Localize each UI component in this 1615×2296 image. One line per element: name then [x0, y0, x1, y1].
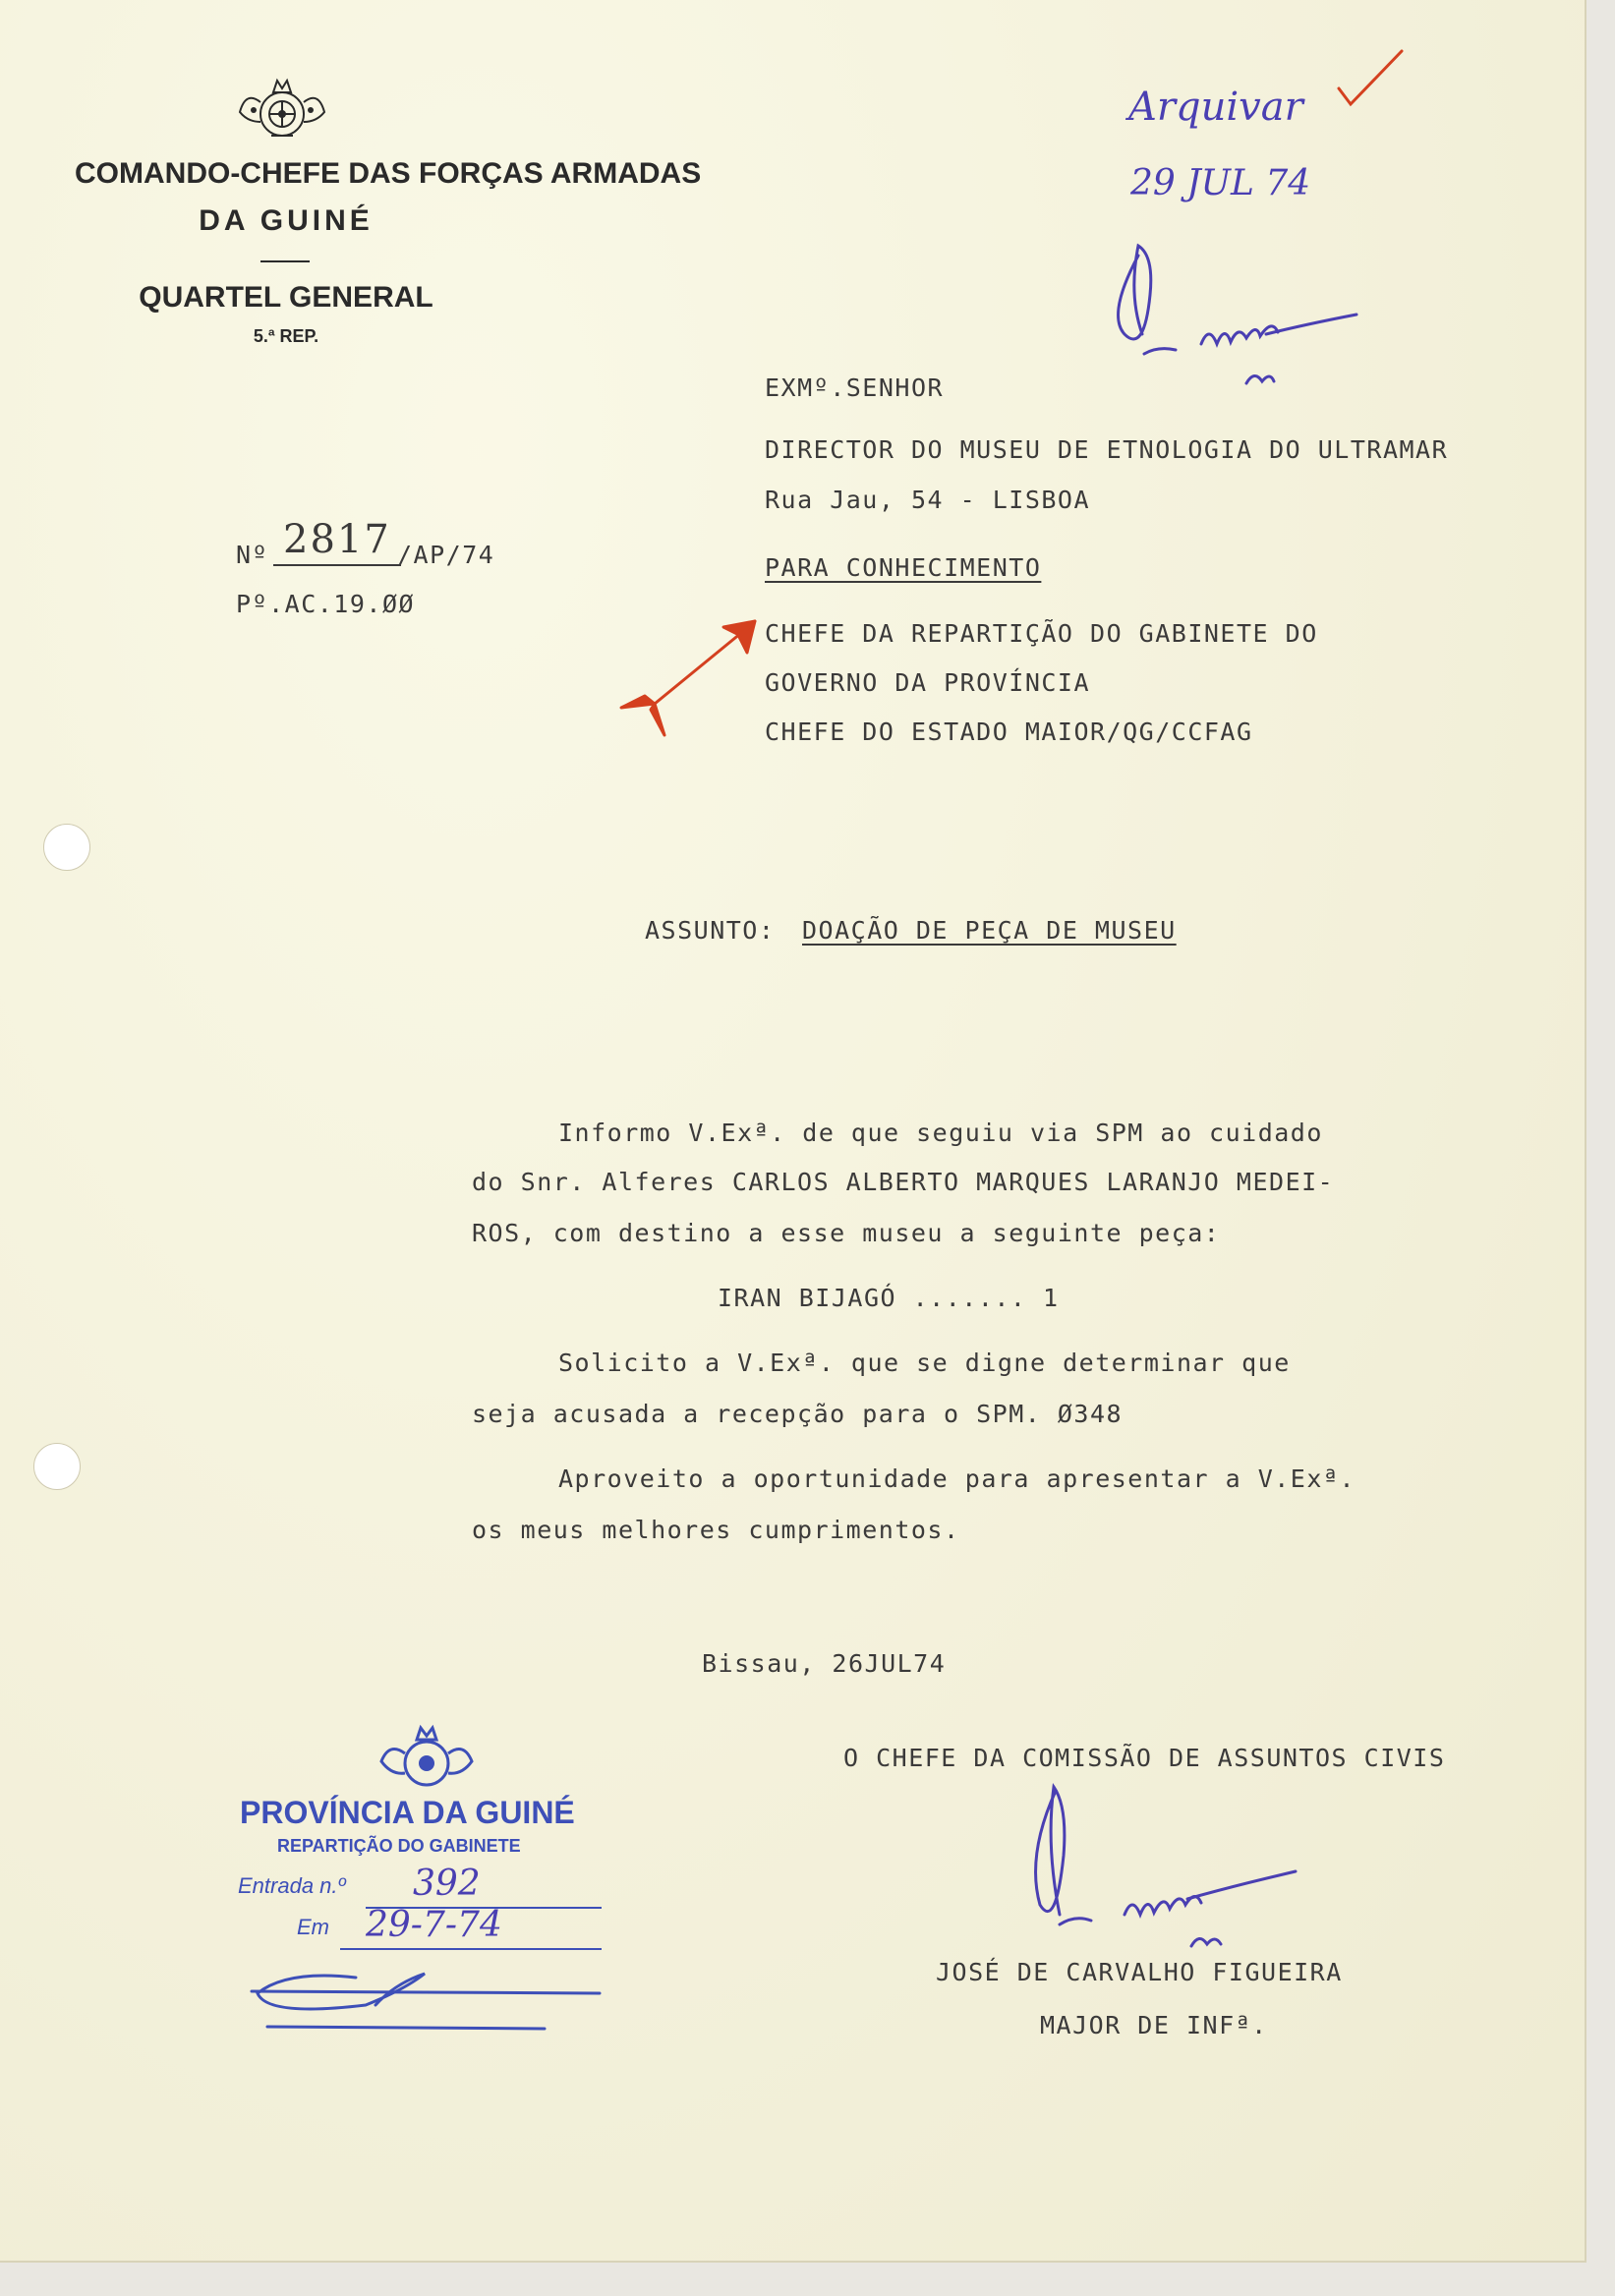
stamp-entrada-label: Entrada n.º	[238, 1873, 346, 1898]
body-item: IRAN BIJAGÓ ....... 1	[718, 1284, 1060, 1312]
handwritten-signature-bottom	[1020, 1777, 1315, 1954]
body-p1-line2: do Snr. Alferes CARLOS ALBERTO MARQUES LARANJO MEDEI-	[472, 1168, 1335, 1196]
subject-label: ASSUNTO:	[645, 916, 776, 945]
reference-number-rule	[273, 564, 401, 566]
letterhead-line4: 5.ª REP.	[253, 326, 319, 346]
handwritten-date-note: 29 JUL 74	[1130, 163, 1311, 203]
stamp-province: PROVÍNCIA DA GUINÉ	[240, 1795, 575, 1830]
stamp-coat-of-arms-icon	[375, 1722, 478, 1797]
body-p3-line1: Aproveito a oportunidade para apresentar a V.Exª.	[558, 1464, 1356, 1493]
cc-recipient-1-line2: GOVERNO DA PROVÍNCIA	[765, 668, 1091, 697]
addressee-title: DIRECTOR DO MUSEU DE ETNOLOGIA DO ULTRAMAR	[765, 435, 1449, 464]
letterhead-line1: COMANDO-CHEFE DAS FORÇAS ARMADAS	[75, 157, 702, 190]
body-p2-line2: seja acusada a recepção para o SPM. Ø348	[472, 1400, 1124, 1428]
addressee-address: Rua Jau, 54 - LISBOA	[765, 486, 1091, 514]
reference-prefix: Nº	[236, 541, 269, 569]
handwritten-signature-top	[1099, 236, 1364, 403]
reference-suffix: /AP/74	[397, 541, 495, 569]
cc-recipient-1-line1: CHEFE DA REPARTIÇÃO DO GABINETE DO	[765, 619, 1318, 648]
red-checkmark-icon	[1335, 45, 1406, 110]
stamp-em-value: 29-7-74	[366, 1905, 502, 1945]
punch-hole-top	[43, 824, 90, 871]
stamp-em-label: Em	[297, 1915, 329, 1939]
process-reference: Pº.AC.19.ØØ	[236, 590, 416, 618]
body-p1-line3: ROS, com destino a esse museu a seguinte peça:	[472, 1219, 1221, 1247]
handwritten-archive-note: Arquivar	[1128, 85, 1303, 130]
signatory-name: JOSÉ DE CARVALHO FIGUEIRA	[936, 1958, 1343, 1986]
punch-hole-bottom	[33, 1443, 81, 1490]
letterhead-line3: QUARTEL GENERAL	[139, 281, 433, 314]
coat-of-arms-icon	[234, 73, 330, 147]
body-p3-line2: os meus melhores cumprimentos.	[472, 1516, 960, 1544]
red-arrow-icon	[615, 609, 763, 747]
reference-number: 2817	[283, 517, 391, 562]
signatory-role: O CHEFE DA COMISSÃO DE ASSUNTOS CIVIS	[843, 1744, 1446, 1772]
cc-recipient-2: CHEFE DO ESTADO MAIOR/QG/CCFAG	[765, 718, 1253, 746]
stamp-department: REPARTIÇÃO DO GABINETE	[277, 1836, 521, 1856]
subject-text: DOAÇÃO DE PEÇA DE MUSEU	[802, 916, 1177, 945]
body-p2-line1: Solicito a V.Exª. que se digne determinar que	[558, 1349, 1291, 1377]
signatory-rank: MAJOR DE INFª.	[1040, 2011, 1268, 2039]
cc-label: PARA CONHECIMENTO	[765, 553, 1042, 582]
letterhead-line2: DA GUINÉ	[199, 204, 374, 237]
stamp-initials-scribble	[248, 1944, 611, 2033]
salutation: EXMº.SENHOR	[765, 373, 945, 402]
place-date: Bissau, 26JUL74	[702, 1649, 947, 1678]
body-p1-line1: Informo V.Exª. de que seguiu via SPM ao cuidado	[558, 1119, 1323, 1147]
stamp-entrada-value: 392	[413, 1864, 481, 1904]
letterhead-rule	[260, 260, 310, 262]
